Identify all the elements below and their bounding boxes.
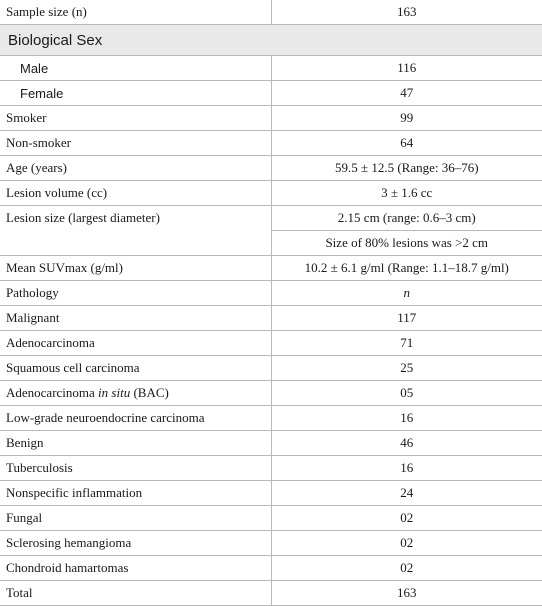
row-value: 25 [271,356,542,381]
row-label: Nonspecific inflammation [0,481,271,506]
table-row-tuberculosis [0,456,542,481]
row-label [0,381,271,406]
table-row-mean-suvmax [0,256,542,281]
table-row-smoker [0,106,542,131]
row-value: 46 [271,431,542,456]
row-label: Lesion size (largest diameter) [0,206,271,256]
row-value: 163 [271,581,542,606]
row-value: 02 [271,506,542,531]
table-row-fungal [0,506,542,531]
table-row-non-smoker [0,131,542,156]
section-header-row [0,25,542,56]
row-label: Total [0,581,271,606]
row-value: 2.15 cm (range: 0.6–3 cm) [271,206,542,231]
row-label: Male [0,56,271,81]
table-row-pathology [0,281,542,306]
row-value: 64 [271,131,542,156]
table-row-sample-size [0,0,542,25]
table-row-total [0,581,542,606]
table-row-lesion-size [0,206,542,231]
row-value: 163 [271,0,542,25]
row-label: Lesion volume (cc) [0,181,271,206]
row-label: Smoker [0,106,271,131]
table-row-neuroendocrine [0,406,542,431]
row-value: 59.5 ± 12.5 (Range: 36–76) [271,156,542,181]
row-label: Tuberculosis [0,456,271,481]
table-row-squamous [0,356,542,381]
row-label: Female [0,81,271,106]
row-label-em: in situ [98,385,131,400]
row-value: n [403,285,410,300]
table-row-adenocarcinoma [0,331,542,356]
row-value: 05 [271,381,542,406]
row-value: 99 [271,106,542,131]
row-value: 16 [271,456,542,481]
table-row-male [0,56,542,81]
section-title: Biological Sex [0,25,542,56]
row-value: 02 [271,556,542,581]
row-label: Adenocarcinoma [0,331,271,356]
row-value: 16 [271,406,542,431]
row-label: Low-grade neuroendocrine carcinoma [0,406,271,431]
row-value: 117 [271,306,542,331]
row-value-cell [271,281,542,306]
table-row-benign [0,431,542,456]
row-label: Squamous cell carcinoma [0,356,271,381]
table-row-nonspecific [0,481,542,506]
row-label: Chondroid hamartomas [0,556,271,581]
table-row-malignant [0,306,542,331]
table-row-sclerosing [0,531,542,556]
row-value: 24 [271,481,542,506]
row-value: 3 ± 1.6 cc [271,181,542,206]
table-row-lesion-volume [0,181,542,206]
row-label: Non-smoker [0,131,271,156]
row-value: 71 [271,331,542,356]
table-row-age [0,156,542,181]
row-label: Sclerosing hemangioma [0,531,271,556]
row-label: Age (years) [0,156,271,181]
row-label: Benign [0,431,271,456]
row-label: Fungal [0,506,271,531]
row-label-post: (BAC) [130,385,169,400]
table-row-female [0,81,542,106]
row-label: Mean SUVmax (g/ml) [0,256,271,281]
row-label-pre: Adenocarcinoma [6,385,99,400]
row-label: Malignant [0,306,271,331]
row-value-note: Size of 80% lesions was >2 cm [271,231,542,256]
row-label: Sample size (n) [0,0,271,25]
row-value: 116 [271,56,542,81]
row-value: 47 [271,81,542,106]
row-label: Pathology [0,281,271,306]
row-value: 02 [271,531,542,556]
table-row-adeno-in-situ [0,381,542,406]
row-value: 10.2 ± 6.1 g/ml (Range: 1.1–18.7 g/ml) [271,256,542,281]
table-row-chondroid [0,556,542,581]
